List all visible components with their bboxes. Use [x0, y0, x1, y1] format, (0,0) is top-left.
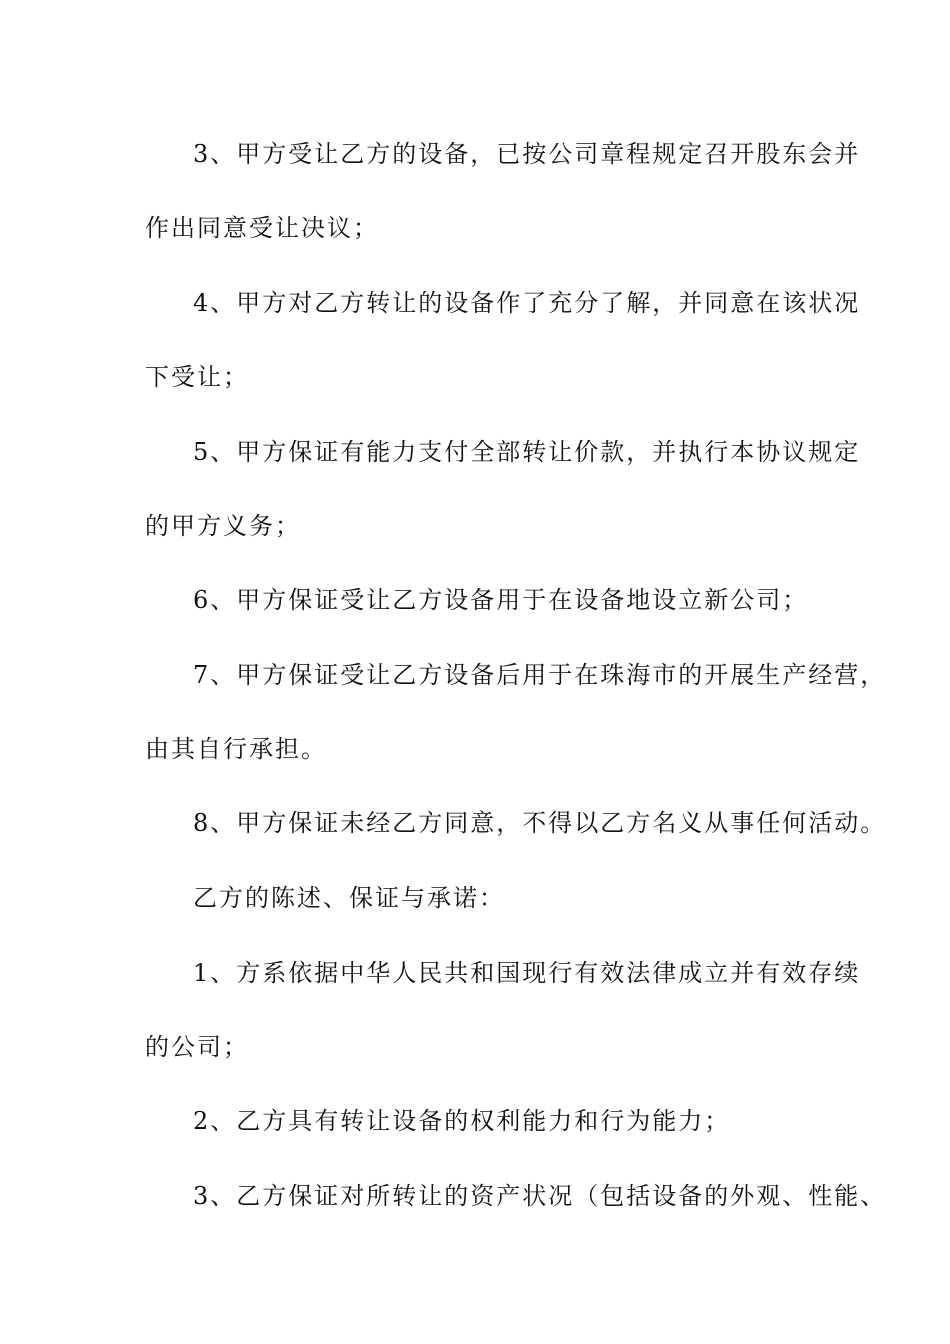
- clause-4-line-1: 4、甲方对乙方转让的设备作了充分了解，并同意在该状况: [193, 289, 861, 317]
- section-heading-party-b: 乙方的陈述、保证与承诺：: [193, 884, 505, 912]
- party-b-clause-1-line-2: 的公司；: [145, 1033, 249, 1061]
- party-b-clause-3-line-1: 3、乙方保证对所转让的资产状况（包括设备的外观、性能、: [193, 1182, 887, 1210]
- clause-6-line-1: 6、甲方保证受让乙方设备用于在设备地设立新公司；: [193, 586, 809, 614]
- party-b-clause-1-line-1: 1、方系依据中华人民共和国现行有效法律成立并有效存续: [193, 959, 861, 987]
- clause-3-line-2: 作出同意受让决议；: [145, 214, 379, 242]
- clause-7-line-1: 7、甲方保证受让乙方设备后用于在珠海市的开展生产经营，: [193, 661, 887, 689]
- clause-3-line-1: 3、甲方受让乙方的设备，已按公司章程规定召开股东会并: [193, 140, 861, 168]
- party-b-clause-2-line-1: 2、乙方具有转让设备的权利能力和行为能力；: [193, 1107, 731, 1135]
- clause-5-line-2: 的甲方义务；: [145, 512, 301, 540]
- clause-5-line-1: 5、甲方保证有能力支付全部转让价款，并执行本协议规定: [193, 438, 861, 466]
- clause-4-line-2: 下受让；: [145, 363, 249, 391]
- clause-8-line-1: 8、甲方保证未经乙方同意，不得以乙方名义从事任何活动。: [193, 809, 887, 837]
- clause-7-line-2: 由其自行承担。: [145, 735, 327, 763]
